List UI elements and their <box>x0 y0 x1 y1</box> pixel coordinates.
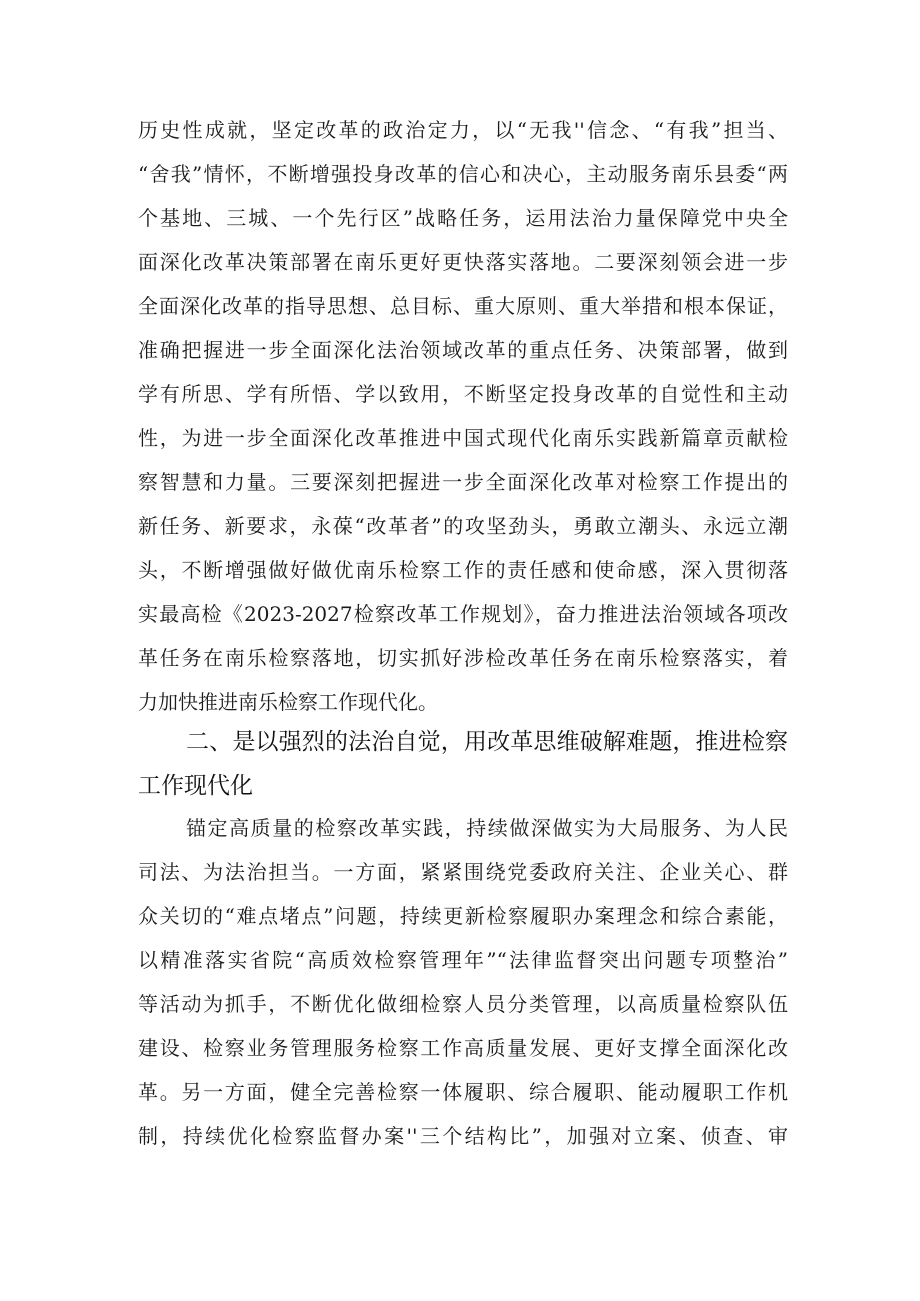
text-line: 新任务、新要求，永葆“改革者”的攻坚劲头，勇敢立潮头、永远立潮 <box>138 514 788 538</box>
text-line: 历史性成就，坚定改革的政治定力，以“无我''信念、“有我”担当、 <box>138 118 788 142</box>
text-line: 革。另一方面，健全完善检察一体履职、综合履职、能动履职工作机 <box>138 1080 788 1104</box>
text-line: 革任务在南乐检察落地，切实抓好涉检改革任务在南乐检察落实，着 <box>138 646 788 670</box>
text-line: 等活动为抓手，不断优化做细检察人员分类管理，以高质量检察队伍 <box>138 992 788 1016</box>
text-line: 个基地、三城、一个先行区”战略任务，运用法治力量保障党中央全 <box>138 206 788 230</box>
text-line: 锚定高质量的检察改革实践，持续做深做实为大局服务、为人民 <box>186 816 788 840</box>
text-line: 准确把握进一步全面深化法治领域改革的重点任务、决策部署，做到 <box>138 338 788 362</box>
text-line: 力加快推进南乐检察工作现代化。 <box>138 690 438 714</box>
text-line: 面深化改革决策部署在南乐更好更快落实落地。二要深刻领会进一步 <box>138 250 788 274</box>
text-line: 以精准落实省院“高质效检察管理年”“法律监督突出问题专项整治” <box>138 948 788 972</box>
text-line: 建设、检察业务管理服务检察工作高质量发展、更好支撑全面深化改 <box>138 1036 788 1060</box>
text-line: 众关切的“难点堵点”问题，持续更新检察履职办案理念和综合素能， <box>138 904 788 928</box>
heading-line: 工作现代化 <box>138 773 253 799</box>
text-line: 察智慧和力量。三要深刻把握进一步全面深化改革对检察工作提出的 <box>138 470 788 494</box>
heading-line: 二、是以强烈的法治自觉，用改革思维破解难题，推进检察 <box>186 729 788 755</box>
text-line: 制，持续优化检察监督办案''三个结构比”，加强对立案、侦查、审 <box>138 1124 788 1148</box>
text-line: 头，不断增强做好做优南乐检察工作的责任感和使命感，深入贯彻落 <box>138 558 788 582</box>
text-line: 学有所思、学有所悟、学以致用，不断坚定投身改革的自觉性和主动 <box>138 382 788 406</box>
text-line: 司法、为法治担当。一方面，紧紧围绕党委政府关注、企业关心、群 <box>138 860 788 884</box>
text-line: 实最高检《2023-2027检察改革工作规划》，奋力推进法治领域各项改 <box>138 602 788 626</box>
text-line: “舍我”情怀，不断增强投身改革的信心和决心，主动服务南乐县委“两 <box>138 162 788 186</box>
text-line: 全面深化改革的指导思想、总目标、重大原则、重大举措和根本保证， <box>138 294 788 318</box>
text-line: 性，为进一步全面深化改革推进中国式现代化南乐实践新篇章贡献检 <box>138 426 788 450</box>
